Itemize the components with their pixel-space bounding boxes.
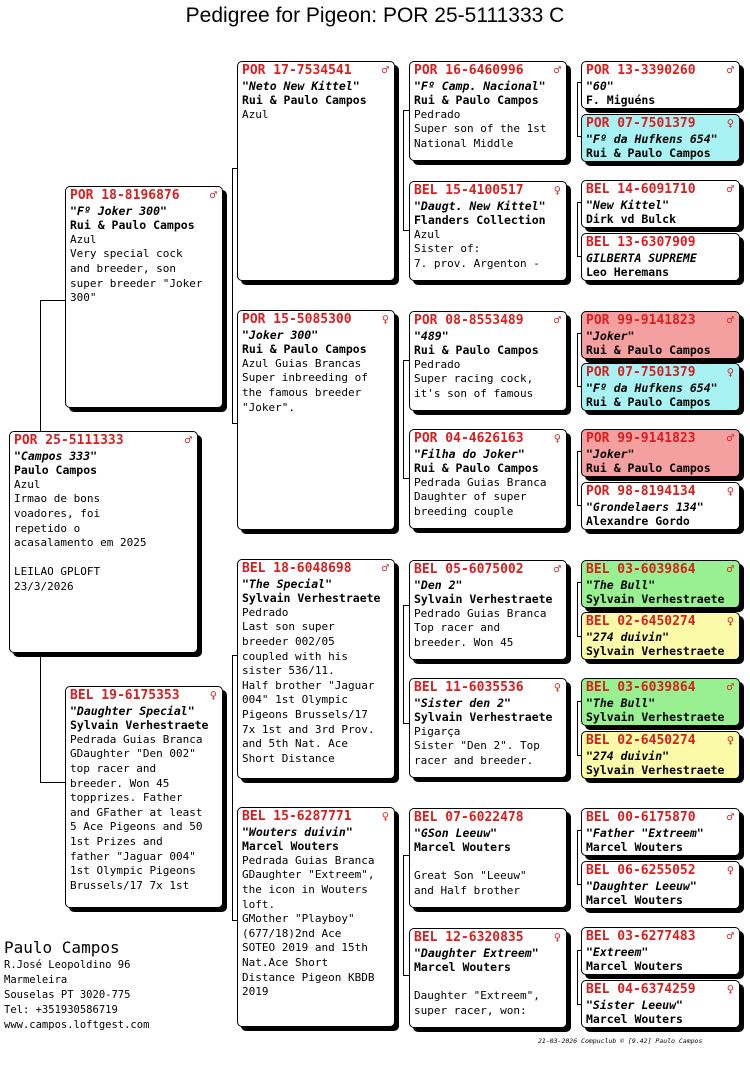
pigeon-card-g1[interactable] (581, 61, 740, 109)
pigeon-name: "The Special" (242, 576, 333, 591)
connector-line (577, 582, 578, 636)
owner-name: Rui & Paulo Campos (242, 342, 367, 357)
owner-name: Alexandre Gordo (586, 514, 690, 529)
male-icon: ♂ (726, 562, 734, 576)
pigeon-name: "274 duivin" (586, 629, 670, 644)
connector-line (232, 655, 233, 920)
owner-name: Sylvain Verhestraete (586, 644, 725, 659)
male-icon: ♂ (209, 188, 217, 202)
owner-name: Marcel Wouters (586, 1012, 683, 1027)
pigeon-card-g6[interactable] (581, 363, 740, 411)
ring-number: BEL 03-6039864 (586, 680, 696, 695)
pigeon-card-g3[interactable] (581, 180, 740, 228)
pigeon-card-ss[interactable] (237, 61, 395, 281)
pigeon-card-sss[interactable] (409, 61, 567, 161)
owner-name: Rui & Paulo Campos (586, 461, 711, 476)
color-text: Pedrada Guias Branca (70, 732, 203, 746)
ring-number: BEL 02-6450274 (586, 733, 696, 748)
owner-name: F. Miguéns (586, 93, 656, 108)
ring-number: POR 17-7534541 (242, 63, 352, 78)
owner-name: Rui & Paulo Campos (414, 461, 539, 476)
male-icon: ♂ (381, 561, 389, 575)
pigeon-card-ds[interactable] (237, 559, 395, 779)
female-icon: ♀ (381, 312, 389, 326)
pigeon-name: "Grondelaers 134" (586, 499, 704, 514)
pigeon-name: "Sister Leeuw" (586, 997, 683, 1012)
pigeon-card-ddd[interactable] (409, 928, 567, 1028)
female-icon: ♀ (726, 116, 734, 130)
ring-number: BEL 05-6075002 (414, 562, 524, 577)
pigeon-name: "Fº Camp. Nacional" (414, 78, 546, 93)
female-icon: ♀ (726, 982, 734, 996)
connector-line (577, 202, 578, 256)
pigeon-card-sd[interactable] (237, 310, 395, 530)
owner-name: Sylvain Verhestraete (586, 592, 725, 607)
pigeon-card-dss[interactable] (409, 560, 567, 660)
description: Very special cock and breeder, son super breeder "Joker 300" (70, 247, 203, 305)
female-icon: ♀ (553, 183, 561, 197)
owner-name: Rui & Paulo Campos (414, 343, 539, 358)
male-icon: ♂ (553, 63, 561, 77)
connector-line (40, 300, 41, 432)
breeder-phone: Tel: +351930586719 (4, 1004, 118, 1016)
male-icon: ♂ (184, 433, 192, 447)
breeder-address: Marmeleira (4, 974, 68, 986)
owner-name: Paulo Campos (14, 463, 98, 478)
ring-number: POR 98-8194134 (586, 484, 696, 499)
owner-name: Marcel Wouters (586, 840, 683, 855)
color-text (414, 975, 562, 990)
connector-line (577, 950, 578, 1004)
pigeon-name: "Sister den 2" (414, 695, 511, 710)
description: Sister "Den 2". Top racer and breeder. (414, 739, 540, 767)
female-icon: ♀ (553, 680, 561, 694)
connector-line (577, 701, 578, 755)
pigeon-card-dam[interactable] (65, 686, 223, 908)
footer-credits: 21-03-2026 Compuclub © [9.42] Paulo Campos (538, 1037, 703, 1045)
ring-number: POR 08-8553489 (414, 313, 524, 328)
color-text: Azul (70, 232, 97, 246)
description: Daughter of super breeding couple (414, 490, 527, 518)
color-text: Azul (414, 227, 441, 241)
pigeon-name: "Joker" (586, 328, 635, 343)
female-icon: ♀ (553, 930, 561, 944)
ring-number: BEL 19-6175353 (70, 688, 180, 703)
pigeon-name: "Daugt. New Kittel" (414, 198, 546, 213)
description: Super racing cock, it's son of famous (414, 372, 534, 400)
ring-number: POR 99-9141823 (586, 313, 696, 328)
breeder-address: R.José Leopoldino 96 (4, 959, 131, 971)
pigeon-name: "Daughter Leeuw" (586, 878, 697, 893)
pigeon-name: "489" (414, 328, 449, 343)
female-icon: ♀ (381, 809, 389, 823)
pigeon-card-g16[interactable] (581, 980, 740, 1028)
female-icon: ♀ (726, 484, 734, 498)
ring-number: BEL 06-6255052 (586, 863, 696, 878)
connector-line (577, 82, 578, 136)
owner-name: Rui & Paulo Campos (586, 146, 711, 161)
page-title: Pedigree for Pigeon: POR 25-5111333 C (185, 4, 565, 27)
description: Super son of the 1st National Middle (414, 122, 547, 150)
female-icon: ♀ (726, 614, 734, 628)
pigeon-name: "Joker" (586, 446, 635, 461)
ring-number: BEL 14-6091710 (586, 182, 696, 197)
ring-number: BEL 03-6039864 (586, 562, 696, 577)
pigeon-card-dsd[interactable] (409, 678, 567, 778)
pigeon-card-subject[interactable] (9, 431, 198, 653)
male-icon: ♂ (726, 810, 734, 824)
pigeon-name: "Campos 333" (14, 448, 98, 463)
ring-number: POR 07-7501379 (586, 365, 696, 380)
color-text: Pedrado (242, 605, 289, 619)
description: Sister of: 7. prov. Argenton - (414, 242, 540, 270)
pigeon-card-sire[interactable] (65, 186, 223, 408)
description: GDaughter "Extreem", the icon in Wouters loft. GMother "Playboy" (677/18)2nd Ace SOTEO 2019 and 15th Nat.Ace Short Distance Pigeon KBDB 2019 (242, 868, 375, 999)
breeder-address: Souselas PT 3020-775 (4, 989, 131, 1001)
ring-number: POR 13-3390260 (586, 63, 696, 78)
color-text: Pedrada Guias Branca (242, 853, 375, 867)
owner-name: Sylvain Verhestraete (70, 718, 209, 733)
ring-number: BEL 11-6035536 (414, 680, 524, 695)
pigeon-name: "GSon Leeuw" (414, 825, 498, 840)
owner-name: Marcel Wouters (586, 959, 683, 974)
pigeon-name: "Fº da Hufkens 654" (586, 380, 718, 395)
owner-name: Leo Heremans (586, 265, 670, 280)
owner-name: Rui & Paulo Campos (586, 395, 711, 410)
male-icon: ♂ (553, 562, 561, 576)
pigeon-card-g8[interactable] (581, 482, 740, 530)
ring-number: BEL 15-6287771 (242, 809, 352, 824)
pigeon-card-g15[interactable] (581, 927, 740, 975)
pigeon-card-g11[interactable] (581, 678, 740, 726)
description: Super inbreeding of the famous breeder "Joker". (242, 371, 368, 414)
color-text: Pedrado (414, 107, 461, 121)
connector-line (40, 782, 65, 783)
ring-number: POR 04-4626163 (414, 431, 524, 446)
pigeon-card-dd[interactable] (237, 807, 395, 1027)
pigeon-card-g5[interactable] (581, 311, 740, 359)
ring-number: BEL 03-6277483 (586, 929, 696, 944)
pigeon-card-g2[interactable] (581, 114, 740, 162)
color-text: Pedrada Guias Branca (414, 475, 547, 489)
owner-name: Sylvain Verhestraete (414, 710, 553, 725)
pigeon-name: "Wouters duivin" (242, 824, 353, 839)
pigeon-card-g7[interactable] (581, 429, 740, 477)
pigeon-card-g14[interactable] (581, 861, 740, 909)
female-icon: ♀ (726, 863, 734, 877)
owner-name: Flanders Collection (414, 213, 546, 228)
connector-line (403, 110, 404, 230)
female-icon: ♀ (209, 688, 217, 702)
pigeon-name: "Daughter Special" (70, 703, 195, 718)
ring-number: BEL 07-6022478 (414, 810, 524, 825)
ring-number: BEL 18-6048698 (242, 561, 352, 576)
pigeon-name: "Father "Extreem" (586, 825, 704, 840)
pigeon-card-sds[interactable] (409, 311, 567, 411)
male-icon: ♂ (726, 182, 734, 196)
ring-number: BEL 02-6450274 (586, 614, 696, 629)
pigeon-card-g9[interactable] (581, 560, 740, 608)
owner-name: Sylvain Verhestraete (586, 763, 725, 778)
owner-name: Marcel Wouters (414, 840, 511, 855)
connector-line (577, 830, 578, 884)
pigeon-name: "60" (586, 78, 614, 93)
ring-number: POR 99-9141823 (586, 431, 696, 446)
ring-number: POR 07-7501379 (586, 116, 696, 131)
pigeon-name: "Joker 300" (242, 327, 319, 342)
pigeon-name: GILBERTA SUPREME (586, 250, 697, 265)
ring-number: POR 15-5085300 (242, 312, 352, 327)
pigeon-card-g12[interactable] (581, 731, 740, 779)
pigeon-name: "Den 2" (414, 577, 463, 592)
female-icon: ♀ (726, 365, 734, 379)
color-text: Azul (14, 477, 41, 491)
owner-name: Dirk vd Bulck (586, 212, 677, 227)
owner-name: Rui & Paulo Campos (242, 93, 367, 108)
male-icon: ♂ (726, 431, 734, 445)
pigeon-card-sdd[interactable] (409, 429, 567, 529)
breeder-info (4, 938, 149, 1033)
female-icon: ♀ (726, 733, 734, 747)
connector-line (40, 652, 41, 782)
pigeon-card-ssd[interactable] (409, 181, 567, 281)
description: Daughter "Extreem", super racer, won: (414, 989, 540, 1017)
color-text (414, 855, 562, 870)
pigeon-name: "The Bull" (586, 577, 656, 592)
color-text: Azul (242, 107, 269, 121)
connector-line (577, 333, 578, 386)
pigeon-name: "New Kittel" (586, 197, 670, 212)
connector-line (577, 451, 578, 505)
owner-name: Rui & Paulo Campos (586, 343, 711, 358)
pigeon-card-g4[interactable] (581, 233, 740, 281)
male-icon: ♂ (726, 63, 734, 77)
owner-name: Sylvain Verhestraete (414, 592, 553, 607)
breeder-name: Paulo Campos (4, 938, 120, 957)
color-text: Pigarça (414, 724, 461, 738)
owner-name: Sylvain Verhestraete (586, 710, 725, 725)
color-text: Pedrado (414, 357, 461, 371)
pigeon-name: "Fº Joker 300" (70, 203, 167, 218)
pigeon-name: "The Bull" (586, 695, 656, 710)
connector-line (403, 605, 404, 723)
ring-number: BEL 04-6374259 (586, 982, 696, 997)
pigeon-name: "Fº da Hufkens 654" (586, 131, 718, 146)
description: Irmao de bons voadores, foi repetido o acasalamento em 2025 LEILAO GPLOFT 23/3/2026 (14, 492, 147, 593)
pigeon-name: "Daughter Extreem" (414, 945, 539, 960)
pigeon-name: "274 duivin" (586, 748, 670, 763)
connector-line (403, 855, 404, 975)
description: Last son super breeder 002/05 coupled with his sister 536/11. Half brother "Jaguar 004" 1st Olympic Pigeons Brussels/17 7x 1st and 3rd Prov. and 5th Nat. Ace Short Distance (242, 620, 375, 765)
ring-number: POR 18-8196876 (70, 188, 180, 203)
ring-number: BEL 13-6307909 (586, 235, 696, 250)
ring-number: POR 16-6460996 (414, 63, 524, 78)
owner-name: Marcel Wouters (242, 839, 339, 854)
pigeon-card-dds[interactable] (409, 808, 567, 908)
male-icon: ♂ (553, 313, 561, 327)
ring-number: BEL 12-6320835 (414, 930, 524, 945)
ring-number: BEL 00-6175870 (586, 810, 696, 825)
description: Top racer and breeder. Won 45 (414, 621, 514, 649)
male-icon: ♂ (726, 313, 734, 327)
color-text: Pedrado Guias Branca (414, 606, 547, 620)
pigeon-name: "Neto New Kittel" (242, 78, 360, 93)
breeder-website[interactable]: www.campos.loftgest.com (4, 1019, 150, 1031)
color-text: Azul Guias Brancas (242, 356, 362, 370)
pigeon-card-g13[interactable] (581, 808, 740, 856)
pigeon-name: "Filha do Joker" (414, 446, 525, 461)
male-icon: ♂ (381, 63, 389, 77)
pigeon-card-g10[interactable] (581, 612, 740, 660)
female-icon: ♀ (553, 431, 561, 445)
male-icon: ♂ (726, 680, 734, 694)
ring-number: BEL 15-4100517 (414, 183, 524, 198)
ring-number: POR 25-5111333 (14, 433, 124, 448)
owner-name: Marcel Wouters (414, 960, 511, 975)
pigeon-name: "Extreem" (586, 944, 649, 959)
description: GDaughter "Den 002" top racer and breeder. Won 45 topprizes. Father and GFather at least 5 Ace Pigeons and 50 1st Prizes and father "Jaguar 004" 1st Olympic Pigeons Brussels/17 7x 1st (70, 747, 203, 892)
owner-name: Rui & Paulo Campos (414, 93, 539, 108)
owner-name: Marcel Wouters (586, 893, 683, 908)
description: Great Son "Leeuw" and Half brother (414, 869, 527, 897)
connector-line (40, 300, 65, 301)
male-icon: ♂ (726, 929, 734, 943)
owner-name: Sylvain Verhestraete (242, 591, 381, 606)
connector-line (232, 168, 233, 423)
owner-name: Rui & Paulo Campos (70, 218, 195, 233)
connector-line (403, 360, 404, 478)
